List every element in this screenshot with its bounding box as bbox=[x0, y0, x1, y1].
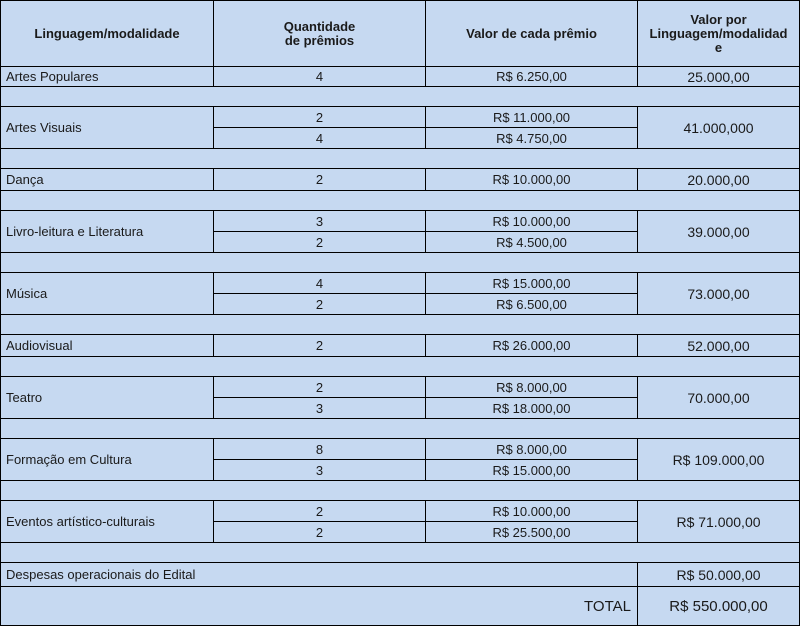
prize-value-cell: R$ 15.000,00 bbox=[426, 460, 638, 481]
category-cell: Dança bbox=[1, 169, 214, 191]
table-row bbox=[1, 335, 800, 357]
spacer-row bbox=[1, 149, 800, 169]
table-row bbox=[1, 67, 800, 87]
table-row bbox=[1, 273, 800, 294]
category-total-cell: R$ 71.000,00 bbox=[638, 501, 800, 543]
quantity-cell: 3 bbox=[214, 211, 426, 232]
spacer-row bbox=[1, 87, 800, 107]
category-cell: Livro-leitura e Literatura bbox=[1, 211, 214, 253]
category-total-cell: 70.000,00 bbox=[638, 377, 800, 419]
category-total-cell: R$ 109.000,00 bbox=[638, 439, 800, 481]
quantity-cell: 2 bbox=[214, 232, 426, 253]
spacer-row bbox=[1, 315, 800, 335]
grand-total-row bbox=[1, 587, 800, 626]
spacer-row bbox=[1, 191, 800, 211]
quantity-cell: 3 bbox=[214, 460, 426, 481]
quantity-cell: 4 bbox=[214, 128, 426, 149]
prize-value-cell: R$ 25.500,00 bbox=[426, 522, 638, 543]
quantity-cell: 8 bbox=[214, 439, 426, 460]
table-row bbox=[1, 107, 800, 128]
header-quantidade: Quantidade de prêmios bbox=[214, 1, 426, 67]
prize-value-cell: R$ 18.000,00 bbox=[426, 398, 638, 419]
category-cell: Teatro bbox=[1, 377, 214, 419]
spacer-row bbox=[1, 543, 800, 563]
quantity-cell: 2 bbox=[214, 107, 426, 128]
prize-value-cell: R$ 6.500,00 bbox=[426, 294, 638, 315]
prize-value-cell: R$ 6.250,00 bbox=[426, 67, 638, 87]
header-valor-premio: Valor de cada prêmio bbox=[426, 1, 638, 67]
quantity-cell: 2 bbox=[214, 169, 426, 191]
quantity-cell: 3 bbox=[214, 398, 426, 419]
quantity-cell: 2 bbox=[214, 294, 426, 315]
table-row bbox=[1, 211, 800, 232]
quantity-cell: 4 bbox=[214, 67, 426, 87]
category-cell: Eventos artístico-culturais bbox=[1, 501, 214, 543]
operational-label: Despesas operacionais do Edital bbox=[1, 563, 638, 587]
prize-value-cell: R$ 11.000,00 bbox=[426, 107, 638, 128]
operational-row bbox=[1, 563, 800, 587]
spacer-row bbox=[1, 419, 800, 439]
spacer-row bbox=[1, 253, 800, 273]
category-total-cell: 25.000,00 bbox=[638, 67, 800, 87]
category-cell: Artes Populares bbox=[1, 67, 214, 87]
category-cell: Música bbox=[1, 273, 214, 315]
quantity-cell: 4 bbox=[214, 273, 426, 294]
category-cell: Audiovisual bbox=[1, 335, 214, 357]
grand-total-label: TOTAL bbox=[1, 587, 638, 626]
prize-value-cell: R$ 15.000,00 bbox=[426, 273, 638, 294]
category-total-cell: 39.000,00 bbox=[638, 211, 800, 253]
category-cell: Formação em Cultura bbox=[1, 439, 214, 481]
header-row bbox=[1, 1, 800, 67]
table-row bbox=[1, 501, 800, 522]
category-total-cell: 73.000,00 bbox=[638, 273, 800, 315]
table-row bbox=[1, 169, 800, 191]
quantity-cell: 2 bbox=[214, 335, 426, 357]
prize-value-cell: R$ 4.750,00 bbox=[426, 128, 638, 149]
prize-value-cell: R$ 8.000,00 bbox=[426, 377, 638, 398]
operational-value: R$ 50.000,00 bbox=[638, 563, 800, 587]
spacer-row bbox=[1, 481, 800, 501]
prize-value-cell: R$ 10.000,00 bbox=[426, 501, 638, 522]
category-total-cell: 41.000,000 bbox=[638, 107, 800, 149]
header-valor-linguagem: Valor por Linguagem/modalidad e bbox=[638, 1, 800, 67]
quantity-cell: 2 bbox=[214, 377, 426, 398]
spacer-row bbox=[1, 357, 800, 377]
header-linguagem: Linguagem/modalidade bbox=[1, 1, 214, 67]
table-row bbox=[1, 439, 800, 460]
prize-value-cell: R$ 26.000,00 bbox=[426, 335, 638, 357]
grand-total-value: R$ 550.000,00 bbox=[638, 587, 800, 626]
category-total-cell: 52.000,00 bbox=[638, 335, 800, 357]
table-row bbox=[1, 377, 800, 398]
prize-value-cell: R$ 4.500,00 bbox=[426, 232, 638, 253]
quantity-cell: 2 bbox=[214, 501, 426, 522]
prize-value-cell: R$ 10.000,00 bbox=[426, 169, 638, 191]
quantity-cell: 2 bbox=[214, 522, 426, 543]
category-cell: Artes Visuais bbox=[1, 107, 214, 149]
prize-value-cell: R$ 8.000,00 bbox=[426, 439, 638, 460]
prize-value-cell: R$ 10.000,00 bbox=[426, 211, 638, 232]
category-total-cell: 20.000,00 bbox=[638, 169, 800, 191]
